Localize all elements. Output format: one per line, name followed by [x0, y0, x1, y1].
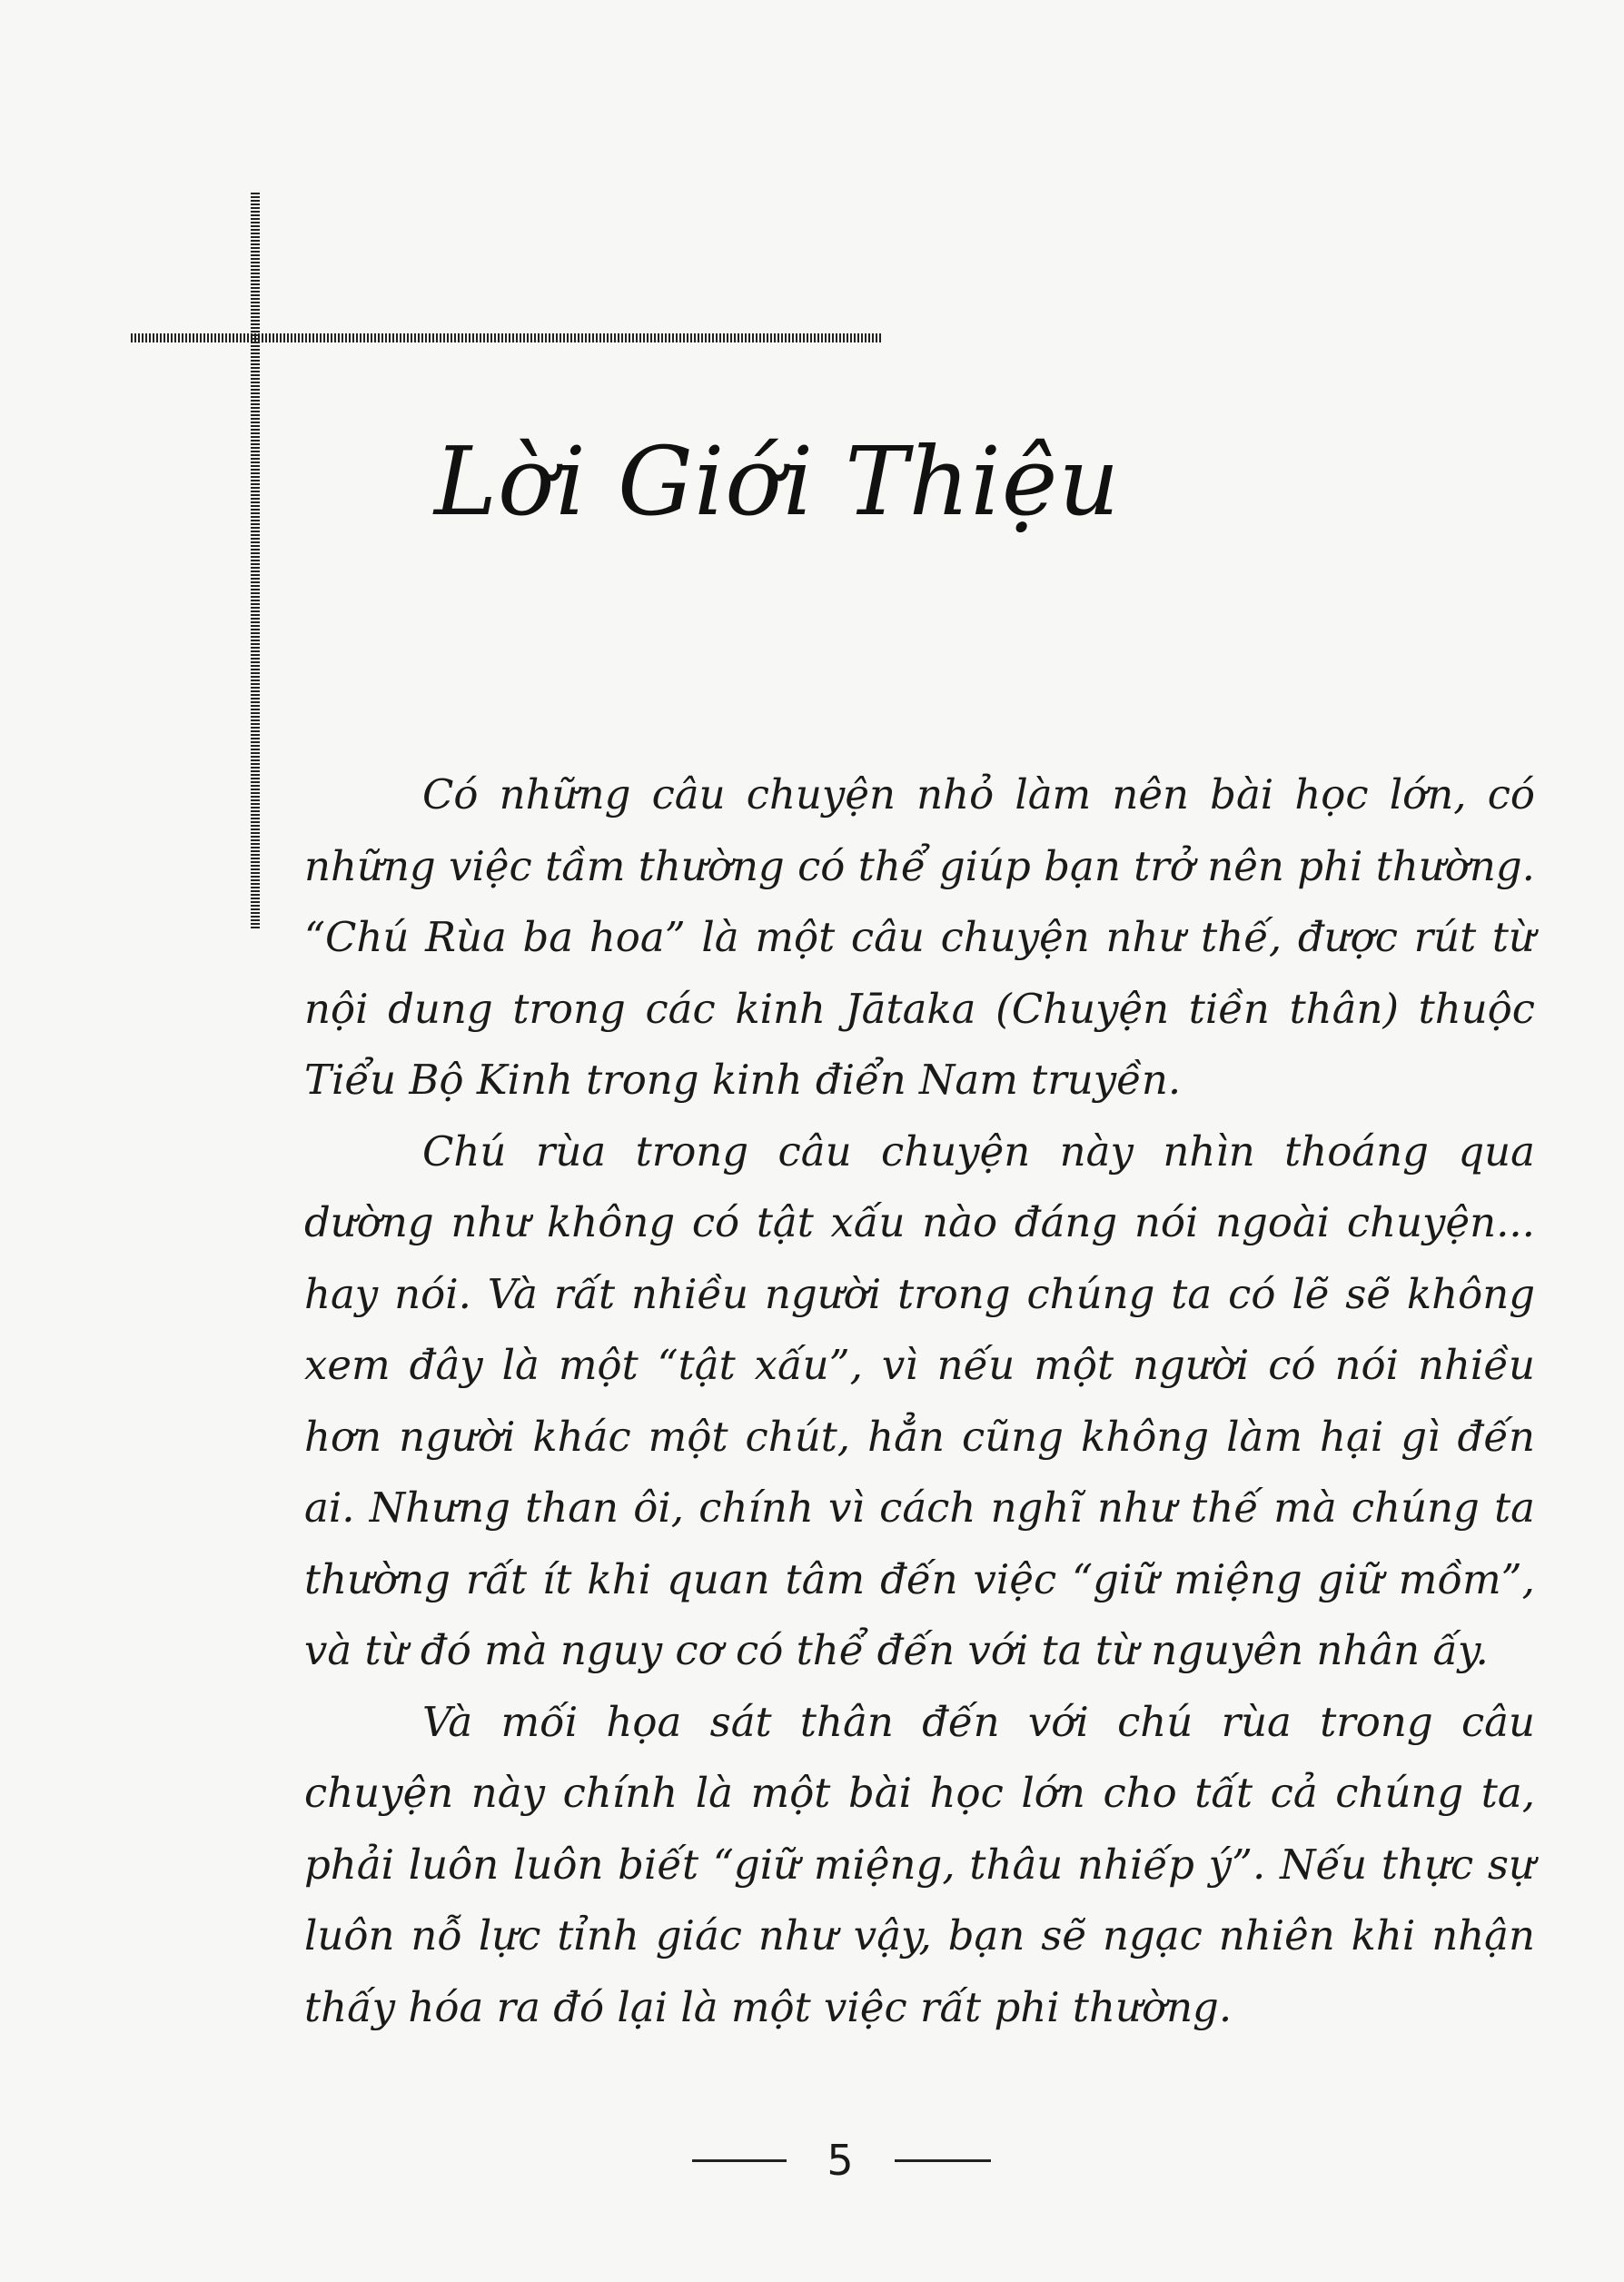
footer-rule-right: [895, 2159, 991, 2162]
footer-rule-left: [692, 2159, 787, 2162]
decorative-vertical-rule: [251, 193, 260, 928]
page-title: Lời Giới Thiệu: [434, 426, 1121, 537]
decorative-horizontal-rule: [131, 333, 881, 342]
paragraph-3: Và mối họa sát thân đến với chú rùa trong câu chuyện này chính là một bài học lớn cho tất cả chúng ta, phải luôn luôn biết “giữ miệng, thâu nhiếp ý”. Nếu thực sự luôn nỗ lực tỉnh giác như vậy, bạn sẽ ngạc nhiên khi nhận thấy hóa ra đó lại là một việc rất phi thường.: [304, 1697, 1535, 2031]
body-text: [304, 759, 1535, 2043]
paragraph-2: Chú rùa trong câu chuyện này nhìn thoáng qua dường như không có tật xấu nào đáng nói ngoài chuyện... hay nói. Và rất nhiều người trong chúng ta có lẽ sẽ không xem đây là một “tật xấu”, vì nếu một người có nói nhiều hơn người khác một chút, hẳn cũng không làm hại gì đến ai. Nhưng than ôi, chính vì cách nghĩ như thế mà chúng ta thường rất ít khi quan tâm đến việc “giữ miệng giữ mồm”, và từ đó mà nguy cơ có thể đến với ta từ nguyên nhân ấy.: [304, 1126, 1535, 1674]
page-footer: [0, 2135, 1624, 2189]
paragraph-1: Có những câu chuyện nhỏ làm nên bài học lớn, có những việc tầm thường có thể giúp bạn trở nên phi thường. “Chú Rùa ba hoa” là một câu chuyện như thế, được rút từ nội dung trong các kinh Jātaka (Chuyện tiền thân) thuộc Tiểu Bộ Kinh trong kinh điển Nam truyền.: [304, 770, 1535, 1104]
page-number: 5: [827, 2136, 854, 2185]
